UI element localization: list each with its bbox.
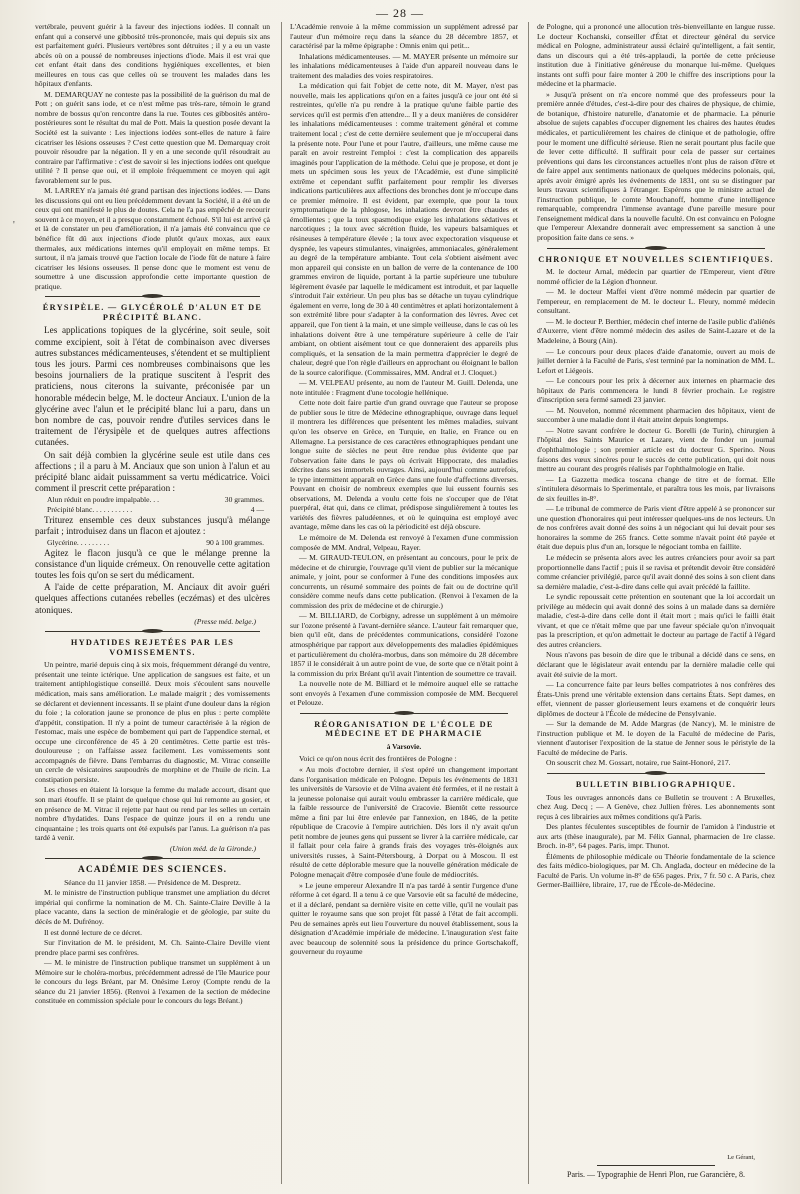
news-item: — Le concours pour deux places d'aide d'anatomie, ouvert au mois de juillet dernier à la Faculté de Paris, s'est terminé par la nomination de MM. L. Lefort et Liégeois. [537,346,775,375]
heading-academie: ACADÉMIE DES SCIENCES. [77,864,228,876]
subheading-varsovie: à Varsovie. [386,741,422,751]
paragraph-reorg-1: Voici ce qu'on nous écrit des frontières de Pologne : [299,754,457,764]
paragraph-demarquay: M. DEMARQUAY ne conteste pas la possibilité de la guérison du mal de Pott ; on guérit sans iode, et ce n'est même pas très-rare, témoin le grand nombre de bossus qu'on rencontre dans la rue. Toutes ces gibbosités antéro-postérieures sont le résultat du mal de Pott. Mais la question posée devant la Société est la suivante : Les injections iodées sont-elles de nature à faire cicatriser les lésions osseuses ? C'est cette question que M. Demarquay croit pouvoir résoudre par la négation. Il y en a une seconde qu'il résoudrait au contraire par l'affirmative : c'est de savoir si les injections iodées ont quelque utilité ? Il pense que oui, et il emploie fréquemment ce moyen qui agit favorablement sur le pus. [35,89,270,185]
news-item: — La Gazzetta medica toscana change de titre et de format. Elle s'intitulera désormais lo Sperimentale, et paraîtra tous les mois, par livraisons de six feuilles in-8°. [537,474,775,503]
recipe-line [35,538,270,548]
paragraph-glycerine-4: A l'aide de cette préparation, M. Anciaux dit avoir guéri quelques affections cutanées rebelles (eczémas) et des ulcères atoniques. [35,582,270,615]
paragraph-reorg-2: « Au mois d'octobre dernier, il s'est opéré un changement important dans l'organisation médicale en Pologne. Depuis les événements de 1831 les universités de Varsovie et de Vilna avaient été fermées, et il ne restait à la jeunesse polonaise qui aurait voulu embrasser la carrière médicale, que la faible ressource de l'université de Cracovie. Bientôt cette ressource même a fini par lui être enlevée par l'annexion, en 1846, de la petite république de Cracovie à l'empire autrichien. Dès lors il n'y avait qu'un petit nombre de jeunes gens qui pussent se livrer à la carrière médicale, car il fallait pour cela faire à grands frais des voyages très-éloignés aux universités russes, à Saint-Pétersbourg, à Dorpat ou à Moscou. Il est résulté de cette déplorable mesure que la nouvelle génération médicale de Pologne menaçait d'être composée d'une foule de médiocrités. [290,765,518,880]
paragraph-billiard: — M. BILLIARD, de Corbigny, adresse un supplément à un mémoire sur l'ozone présenté à l'avant-dernière séance. L'auteur fait remarquer que, bien qu'il eût, dans de précédentes communications, considéré l'ozone atmosphérique par rapport aux développements des maladies épidémiques et particulièrement du choléra-morbus, dans son mémoire du 28 décembre 1857 il le considérait à un autre point de vue, de sorte que ce n'était point à la commission du prix Bréant qu'il avait l'intention de soumettre ce travail. [290,611,518,678]
paragraph-intro: vertébrale, peuvent guérir à la faveur des injections iodées. Il connaît un enfant qui a conservé une gibbosité très-prononcée, mais qui depuis six ans est parfaitement guéri. Plusieurs vertèbres sont détruites ; il y a eu un vaste abcès où on a poussé de nombreuses injections d'iode. Mais il est vrai que cet enfant était dans des conditions hygiéniques excellentes, et bien meilleures en tous cas que celles où se trouvent les malades dans les hôpitaux d'enfants. [35,22,270,89]
paragraph-academie-2: Il est donné lecture de ce décret. [44,927,143,937]
source-citation: (Union méd. de la Gironde.) [169,843,256,853]
news-item: M. le docteur Arnal, médecin par quartier de l'Empereur, vient d'être nommé officier de la Légion d'honneur. [537,267,775,286]
news-item: Le médecin se présenta alors avec les autres créanciers pour avoir sa part proportionnelle dans l'actif ; puis il se ravisa et prétendit devoir être considéré comme créancier privilégié, parce qu'il avait donné des soins à son client dans sa dernière maladie, c'est-à-dire dans celle qui avait précédé la faillite. [537,552,775,591]
recipe-quantity: 4 — [250,505,264,514]
recipe-quantity: 90 à 100 grammes. [206,537,264,547]
paragraph-pologne-2: » Jusqu'à présent on n'a encore nommé que des professeurs pour la première année d'études, c'est-à-dire pour des chaires de physique, de chimie, de botanique, d'histoire naturelle, d'anatomie et de pharmacie. La pénurie absolue de sujets capables d'occuper dignement les chaires des hautes études médicales, et particulièrement les chaires de clinique et de pathologie, offre pour le moment une difficulté sérieuse. Rien ne serait pourtant plus facile que de lever cette difficulté. Il suffirait pour cela de passer sur certaines préventions qui dans les circonstances actuelles n'ont plus de raison d'être et de faire appel aux sentiments nationaux de quelques médecins polonais, qui, après avoir émigré après les événements de 1831, ont su se distinguer par leurs travaux scientifiques à l'étranger. Espérons que le ministre actuel de l'instruction publique, le comte Mouchanoff, homme d'une intelligence remarquable, comprendra l'immense avantage d'une pareille mesure pour l'enseignement médical dans la nouvelle faculté. On est convaincu en Pologne que l'empereur Alexandre donnerait avec empressement sa sanction à une proposition faite dans ce sens. » [537,89,775,243]
paragraph-delenda-2: Le mémoire de M. Delenda est renvoyé à l'examen d'une commission composée de MM. Andral, Velpeau, Rayer. [290,532,518,552]
section-divider [547,771,765,776]
heading-erysipele: ÉRYSIPÈLE. — GLYCÉROLÉ D'ALUN ET DE PRÉCIPITÉ BLANC. [42,303,263,322]
paragraph-delenda: Cette note doit faire partie d'un grand ouvrage que l'auteur se propose de publier sous le titre de Médecine ethnographique, ouvrage dans lequel il montrera les différences que présentent les mêmes maladies, suivant qu'on les observe en Grèce, en Turquie, en Italie, en France ou en Allemagne. La persistance de ces caractères ethnographiques pendant une longue suite de siècles ne peut être rendue plus évidente que par l'observation faite dans le pays où écrivait Hippocrate, des maladies décrites dans ses immortels ouvrages. Ainsi, aujourd'hui comme autrefois, le type intermittent apparaît en Grèce dans une foule d'affections diverses. Pouvant en choisir de nombreux exemples que lui eussent fournis ses observations, M. Delenda a voulu cette fois ne s'occuper que de l'état puerpéral, état qui, dans ce climat, prédispose singulièrement à toutes les variétés des fièvres paludéennes, et où le quinquina est employé avec avantage, même dans les cas où la périodicité est déjà obscure. [290,398,518,532]
paragraph-inhalations-lead: Inhalations médicamenteuses. — M. MAYER présente un mémoire sur les inhalations médicamenteuses à l'aide d'un appareil nouveau dans le traitement des maladies des voies respiratoires. [290,51,518,80]
news-item: Le syndic repoussait cette prétention en soutenant que la loi accordait un privilège au médecin qui avait donné des soins à un malade dans sa dernière maladie, c'est-à-dire dans celle dont il était mort ; mais qu'ici le failli était vivant, et que ce n'était même que par une faveur spéciale qu'on n'invoquait pas la prescription, et qu'on admettait le docteur au partage de l'actif à l'égard des autres créanciers. [537,592,775,649]
bibliography-entry: Des plantes féculentes susceptibles de fournir de l'amidon à l'industrie et aux arts (thèse inaugurale), par M. Félix Gannal, pharmacien de 1re classe. Broch. in-8°, 64 pages. Paris, impr. Thunot. [537,822,775,851]
source-citation: (Presse méd. belge.) [194,616,256,626]
recipe-ingredient: Glycérine. . . . . . . . . [47,537,110,547]
news-item: On souscrit chez M. Gossart, notaire, rue Saint-Honoré, 217. [546,758,731,768]
footer [537,1154,775,1179]
paragraph-reorg-3: » Le jeune empereur Alexandre II n'a pas tardé à sentir l'urgence d'une réforme à cet égard. Il a tenu à ce que Varsovie eût sa faculté de médecine, et il a déclaré, pendant sa dernière visite en cette ville, qu'il ne voulait pas quitter le royaume sans que son projet fût passé à l'état de fait accompli. Peu de semaines après eut lieu l'ouverture du nouvel établissement, sous la désignation d'Académie impériale de médecine. L'inauguration s'est faite avec beaucoup de solennité sous la présidence du prince Gortschakoff, gouverneur du royaume [290,880,518,957]
paragraph-velpeau: — M. VELPEAU présente, au nom de l'auteur M. Guill. Delenda, une note intitulée : Fragment d'une tocologie hellénique. [290,378,518,397]
paragraph-glycerine-1: Les applications topiques de la glycérine, soit seule, soit comme excipient, soit à l'état de combinaison avec diverses autres substances médicamenteuses, s'étendent et se multiplient tous les jours. Parmi ces nombreuses combinaisons que les besoins journaliers de la pratique suscitent à l'esprit des praticiens, nous citerons la suivante, préconisée par un honorable médecin belge, M. le docteur Anciaux. L'union de la glycérine avec l'alun et le précipité blanc lui a paru, dans un bon nombre de cas, pouvoir rendre d'utiles services dans le traitement de l'érysipèle et de quelques autres affections cutanées. [35,325,270,448]
gerant-label: Le Gérant, [727,1154,755,1161]
paragraph-academie-1: M. le ministre de l'instruction publique transmet une ampliation du décret impérial qui confirme la nomination de M. Ch. Sainte-Claire Deville à la place vacante, dans la section de minéralogie et de géologie, par suite du décès de M. Dufrénoy. [35,888,270,927]
paragraph-hydatides-2: Les choses en étaient là lorsque la femme du malade accourt, disant que son mari étouffe. Il se plaint de quelque chose qui lui remonte au gosier, et en présence de M. Vitrac il rejette par haut ou rend par les selles un certain nombre d'hydatides. Dans l'espace de quinze jours il en a rendu une cinquantaine ; les trois quarts ont été expulsés par l'anus. La guérison n'a pas tardé à venir. [35,785,270,843]
section-divider [45,294,260,299]
page-number: — 28 — [376,6,424,20]
paragraph-glycerine-3: Agitez le flacon jusqu'à ce que le mélange prenne la consistance d'un liquide crémeux. On renouvelle cette agitation toutes les fois qu'on se sert du médicament. [35,547,270,580]
recipe-ingredient: Précipité blanc. . . . . . . . . . . [47,505,133,514]
news-item: — M. le docteur P. Berthier, médecin chef interne de l'asile public d'aliénés d'Auxerre, vient d'être nommé médecin des asiles de Saint-Lazare et de la Madeleine, à Bourg (Ain). [537,316,775,345]
session-line: Séance du 11 janvier 1858. — Présidence de M. Despretz. [64,877,241,887]
paragraph-hydatides-1: Un peintre, marié depuis cinq à six mois, fréquemment dérangé du ventre, présentait une teinte ictérique. Une application de sangsues est faite, et un traitement antiphlogistique conseillé. Deux mois s'écoulent sans nouvelle médication, mais sans amélioration. Le malade maigrit ; des vomissements se déclarent et deviennent incessants. Il se plaint d'une douleur dans la région du foie ; la coloration jaune se prononce de plus en plus : perte complète d'appétit, constipation. Il n'y a point de tumeur caractérisée à la région de l'estomac, mais une espèce de bombement qui part de l'appendice sternal, et occupe une circonférence de 45 à 20 centimètres. Cette partie est très-douloureuse ; on l'affaisse assez facilement. Les vomissements sont accompagnés de fièvre. Dans l'embarras du diagnostic, M. Vitrac conseille un cercle de vésicatoires saupoudrés de morphine et de l'huile de ricin. La constipation persiste. [35,660,270,784]
recipe-line [35,495,270,505]
footer-rule [597,1165,715,1166]
paragraph-billiard-2: La nouvelle note de M. Billiard et le mémoire auquel elle se rattache sont envoyés à l'examen d'une commission composée de MM. Becquerel et Pelouze. [290,679,518,708]
heading-chronique: CHRONIQUE ET NOUVELLES SCIENTIFIQUES. [538,254,774,264]
bibliography-entry: Éléments de philosophie médicale ou Théorie fondamentale de la science des faits médico-biologiques, par M. Ch. Anglada, docteur en médecine de la Faculté de Paris. Un volume in-8° de 656 pages. Prix, 7 fr. 50 c. A Paris, chez Germer-Baillière, libraire, 17, rue de l'École-de-Médecine. [537,851,775,890]
column-rule [528,22,529,1184]
news-item: — M. Nouvelon, nommé récemment pharmacien des hôpitaux, vient de succomber à une maladie dont il était atteint depuis longtemps. [537,405,775,425]
paragraph-inhalations: La médication qui fait l'objet de cette note, dit M. Mayer, n'est pas nouvelle, mais les applications qu'on en a faites jusqu'à ce jour ont été si restreintes, qu'elle n'a pu rendre à la pratique qu'une faible partie des services qu'il est permis d'en attendre... Il y a deux manières de considérer les inhalations médicamenteuses : comme traitement général et comme traitement local ; c'est de cette dernière seulement que je m'occuperai dans la présente note. Pour l'une et pour l'autre, d'ailleurs, une même cause me paraît en avoir restreint l'emploi : c'est la complication des appareils imaginés pour l'application de la méthode. Celui que je propose, et dont je mets un spécimen sous les yeux de l'Académie, est d'une simplicité extrême et cependant suffit parfaitement pour remplir les diverses indications particulières aux affections des bronches dont je m'occupe dans ce premier mémoire. Il est évident, par exemple, que pour la toux symptomatique de la phlogose, les inhalations devront être chaudes et émollientes ; que la toux spasmodique exige les inhalations sédatives et narcotiques ; la toux avec sécrétion fluide, les vapeurs balsamiques et résineuses à température élevée ; la toux avec expectoration visqueuse et dyspnée, les vapeurs stimulantes, vinaigrées, ammoniacales, généralement au degré de la température ambiante. Tout cela s'obtient aisément avec mon appareil qui consiste en un ballon de verre de la contenance de 100 grammes environ de liquide, portant à la partie supérieure une tubulure légèrement évasée par laquelle le médicament est introduit, et par laquelle s'introduit l'air extérieur. Un peu plus bas se détache un tuyau cylindrique également en verre, long de 30 à 40 centimètres et aplati horizontalement à son extrémité libre pour s'adapter à la conformation des lèvres. Avec cet appareil, que l'on tient à la main, et une simple veilleuse, dans le cas où les inhalations doivent être à une température supérieure à celle de l'air ambiant, on obtient aisément tout ce que donneraient des appareils plus compliqués, et la sensation de la main permettra d'apprécier le degré de chaleur, degré que l'on règle d'ailleurs en approchant ou éloignant le ballon de la source calorifique. (Commissaires, MM. Andral et J. Cloquet.) [290,81,518,377]
section-divider [300,711,508,716]
paragraph-glycerine-2: On sait déjà combien la glycérine seule est utile dans ces affections ; il a paru à M. Anciaux que son union à l'alun et au précipité blanc aidait puissamment sa vertu médicatrice. Voici comment il prescrit cette préparation : [35,449,270,494]
section-divider [45,856,260,861]
paragraph-academie-3: Sur l'invitation de M. le président, M. Ch. Sainte-Claire Deville vient prendre place parmi ses confrères. [35,938,270,957]
margin-mark: ' [13,220,15,231]
news-item: — Le concours pour les prix à décerner aux internes en pharmacie des hôpitaux de Paris commencera le lundi 8 février prochain. Le registre d'inscription sera fermé samedi 23 janvier. [537,376,775,405]
paragraph-recipe-note: Triturez ensemble ces deux substances jusqu'à mélange parfait ; introduisez dans un flacon et ajoutez : [35,514,270,536]
recipe-line [35,505,270,515]
recipe-ingredient: Alun réduit en poudre impalpable. . . [47,495,159,505]
recipe-quantity: 30 grammes. [224,495,264,505]
news-item: Nous n'avons pas besoin de dire que le tribunal a décidé dans ce sens, en déclarant que le législateur avait entendu par la dernière maladie celle qui avait été suivie de la mort. [537,650,775,679]
news-item: — M. le docteur Maffei vient d'être nommé médecin par quartier de l'empereur, en remplacement de M. le docteur L. Fleury, nommé médecin consultant. [537,287,775,316]
paragraph-pologne-1: de Pologne, qui a prononcé une allocution très-bienveillante en langue russe. Le docteur Kochanski, conseiller d'État et directeur général du service médical en Pologne, administrateur aussi éclairé qu'intelligent, a fait sentir, dans un discours qui a été très-applaudi, la portée de cette précieuse institution due à l'initiative généreuse du monarque lui-même. Quelques instants ont suffi pour faire monter à 200 le chiffre des inscriptions pour la médecine et la pharmacie. [537,22,775,89]
printer-imprint: Paris. — Typographie de Henri Plon, rue Garancière, 8. [567,1170,745,1179]
paragraph-giraud-teulon: — M. GIRAUD-TEULON, en présentant au concours, pour le prix de médecine et de chirurgie, l'ouvrage qu'il vient de publier sur la mécanique animale, y joint, pour se conformer à l'une des conditions imposées aux concurrents, un résumé sommaire des points de fait ou de doctrine qu'il considère comme neufs dans cette publication. (Renvoi à l'examen de la commission des prix de médecine et de chirurgie.) [290,553,518,610]
left-column [35,22,270,1184]
column-rule [281,22,282,1184]
heading-reorganisation: RÉORGANISATION DE L'ÉCOLE DE MÉDECINE ET DE PHARMACIE [314,719,494,739]
heading-bulletin: BULLETIN BIBLIOGRAPHIQUE. [575,780,737,790]
section-divider [547,246,765,251]
right-column [537,22,775,1184]
paragraph-academie-4: — M. le ministre de l'instruction publique transmet un supplément à un Mémoire sur le choléra-morbus, précédemment adressé de l'île Maurice pour le concours du legs Bréant, par M. Onésime Leroy (Compte rendu de la séance du 21 janvier 1856). (Renvoi à l'examen de la section de médecine constituée en commission spéciale pour le concours du legs Bréant.) [35,958,270,1006]
news-item: — Sur la demande de M. Adde Margras (de Nancy), M. le ministre de l'instruction publique et M. le doyen de la Faculté de médecine de Paris, viennent d'autoriser l'exposition de la statue de Jenner sous le péristyle de la Faculté de médecine de Paris. [537,719,775,757]
news-item: — La concurrence faite par leurs belles compatriotes à nos confrères des États-Unis prend une véritable extension dans certains États. Sept dames, en effet, viennent de passer glorieusement leurs examens et de conquérir leurs diplômes de docteur à l'École de médecine de Pensylvanie. [537,680,775,718]
middle-column [290,22,518,1184]
paragraph-supplement: L'Académie renvoie à la même commission un supplément adressé par l'auteur d'un mémoire reçu dans la séance du 28 décembre 1857, et caractérisé par la même épigraphe : Omnis enim qui petit... [290,22,518,51]
section-divider [45,629,260,634]
paragraph-larrey: M. LARREY n'a jamais été grand partisan des injections iodées. — Dans les discussions qui ont eu lieu précédemment devant la Société, il a été un de ceux qui ont manifesté le plus de doutes. Cela ne l'a pas empêché de recourir souvent à ce moyen, et il a presque constamment échoué. S'il lui est arrivé çà et là de constater un peu d'amélioration, il n'a jamais été convaincu que ce bénéfice fût dû aux injections d'iode plutôt qu'aux moxas, aux eaux thermales, aux médications internes qu'il employait en même temps. Et surtout, il n'a jamais trouvé que l'action locale de l'iode fût de nature à faire cicatriser les lésions osseuses. Il pense donc que le moment est venu de soumettre à une discussion approfondie cette importante question de pratique. [35,186,270,291]
bulletin-intro: Tous les ouvrages annoncés dans ce Bulletin se trouvent : A Bruxelles, chez Aug. Decq ; — A Genève, chez Jullien frères. Les abonnements sont reçus à ces librairies aux mêmes conditions qu'à Paris. [537,792,775,821]
heading-hydatides: HYDATIDES REJETÉES PAR LES VOMISSEMENTS. [70,638,235,657]
news-item: — Le tribunal de commerce de Paris vient d'être appelé à se prononcer sur une question d'honoraires qui peut intéresser quelques-uns de nos lecteurs. Un de nos confrères avait donné des soins à un négociant qui lui devait pour ses honoraires la somme de 265 francs. Cette somme n'avait point été payée et était due depuis plus d'un an, lorsque le négociant tomba en faillite. [537,504,775,552]
news-item: — Notre savant confrère le docteur G. Borelli (de Turin), chirurgien à l'hôpital des Saints Maurice et Lazare, vient de fonder un journal d'ophthalmologie ; son premier article est du docteur G. Sperino. Nous faisons des vœux sincères pour le succès de cette publication, qui doit nous mettre au courant des progrès réalisés par l'ophthalmologie en Italie. [537,425,775,474]
